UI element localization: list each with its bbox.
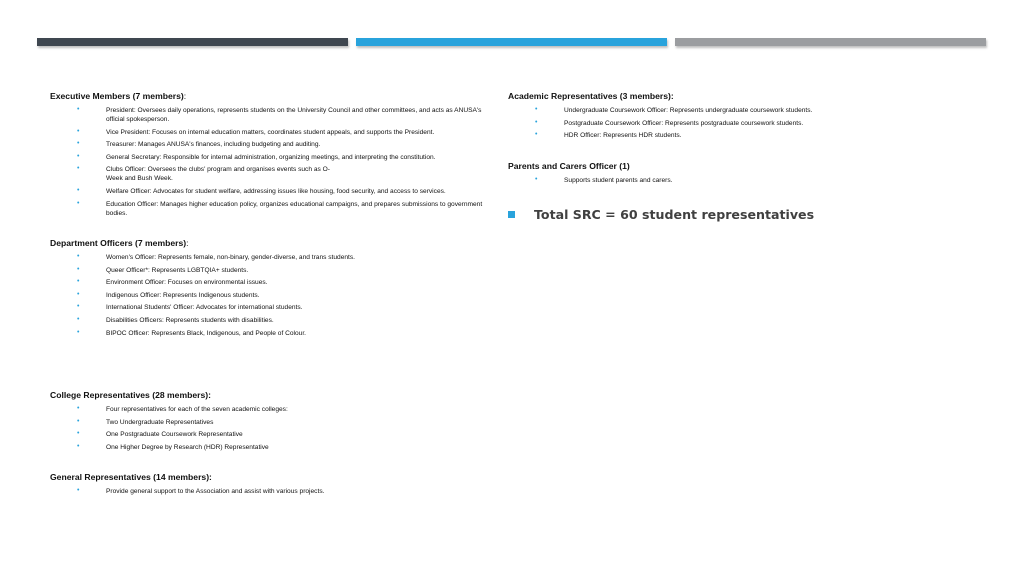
list-item [535, 118, 978, 128]
bullet-icon: • [535, 118, 538, 126]
academic-list [535, 106, 978, 140]
list-item-text: Vice President: Focuses on internal education matters, coordinates student appeals, and supports the President. [106, 128, 435, 136]
total-line [508, 207, 814, 222]
list-item-text: Welfare Officer: Advocates for student welfare, addressing issues like housing, food security, and access to services. [106, 187, 446, 195]
bullet-icon: • [77, 127, 80, 135]
list-item-text: Clubs Officer: Oversees the clubs' program and organises events such as O-Week and Bush Week. [106, 166, 330, 183]
bullet-icon: • [77, 405, 80, 412]
parents-heading: Parents and Carers Officer (1) [508, 161, 630, 171]
parents-list [535, 176, 978, 185]
bullet-icon: • [77, 290, 80, 298]
list-item-text: Education Officer: Manages higher education policy, organizes educational campaigns, and prepares submissions to government bodies. [106, 200, 483, 217]
list-item-text: One Postgraduate Coursework Representative [106, 431, 243, 439]
list-item-text: HDR Officer: Represents HDR students. [564, 132, 682, 140]
list-item [77, 265, 495, 275]
bullet-icon: • [535, 176, 538, 183]
list-item-text: Four representatives for each of the seven academic colleges: [106, 406, 288, 413]
parents-section [508, 161, 978, 189]
list-item-text: International Students' Officer: Advocates for international students. [106, 304, 303, 312]
list-item-text: Supports student parents and carers. [564, 177, 673, 184]
list-item-text: Disabilities Officers: Represents students with disabilities. [106, 316, 274, 324]
list-item [535, 131, 978, 140]
department-heading [50, 238, 495, 248]
department-section [50, 238, 495, 341]
total-text: Total SRC = 60 student representatives [534, 207, 815, 222]
bullet-icon: • [77, 165, 80, 173]
header-bar-gray [675, 38, 986, 46]
bullet-icon: • [535, 131, 538, 139]
list-item [77, 417, 495, 427]
header-bar-dark [37, 38, 348, 46]
list-item [77, 290, 495, 300]
list-item-text: Provide general support to the Association and assist with various projects. [106, 488, 325, 495]
bullet-icon: • [77, 442, 80, 450]
department-heading-colon: : [186, 238, 189, 248]
list-item [77, 140, 495, 149]
bullet-icon: • [77, 328, 80, 336]
bullet-icon: • [77, 417, 80, 425]
college-heading: College Representatives (28 members): [50, 390, 211, 400]
general-list [77, 487, 495, 496]
list-item [77, 199, 495, 218]
list-item-text: Treasurer: Manages ANUSA's finances, including budgeting and auditing. [106, 141, 321, 149]
list-item-text: Indigenous Officer: Represents Indigenous students. [106, 291, 260, 299]
bullet-icon: • [77, 487, 80, 494]
list-item-text: Environment Officer: Focuses on environmental issues. [106, 279, 268, 287]
executive-heading-text: Executive Members (7 members) [50, 91, 184, 101]
bullet-icon: • [535, 106, 538, 113]
department-heading-text: Department Officers (7 members) [50, 238, 187, 248]
executive-section [50, 91, 495, 221]
list-item [77, 152, 495, 162]
bullet-icon: • [77, 253, 80, 260]
bullet-icon: • [77, 199, 80, 207]
list-item [77, 186, 495, 196]
bullet-icon: • [77, 152, 80, 160]
academic-heading: Academic Representatives (3 members): [508, 91, 674, 101]
list-item-text: President: Oversees daily operations, represents students on the University Council and other committees, and acts as ANUSA's official spokesperson. [106, 107, 482, 123]
square-bullet-icon [508, 211, 515, 218]
list-item [77, 442, 495, 452]
executive-heading [50, 91, 495, 101]
list-item [77, 328, 495, 338]
header-bar-blue [356, 38, 667, 46]
list-item [535, 176, 978, 185]
list-item [77, 315, 495, 325]
list-item-text: General Secretary: Responsible for internal administration, organizing meetings, and interpreting the constitution. [106, 153, 436, 161]
general-section [50, 472, 495, 500]
college-section [50, 390, 495, 455]
list-item-text: BIPOC Officer: Represents Black, Indigenous, and People of Colour. [106, 329, 306, 337]
executive-list [77, 106, 495, 218]
list-item [77, 303, 495, 312]
list-item [77, 127, 495, 137]
list-item [77, 253, 495, 262]
bullet-icon: • [77, 106, 80, 113]
list-item-text: Two Undergraduate Representatives [106, 418, 214, 426]
list-item [77, 487, 495, 496]
list-item [77, 278, 495, 287]
list-item [77, 405, 495, 414]
academic-section [508, 91, 978, 144]
bullet-icon: • [77, 265, 80, 273]
bullet-icon: • [77, 278, 80, 286]
list-item-text: Women's Officer: Represents female, non-binary, gender-diverse, and trans students. [106, 254, 356, 261]
list-item [535, 106, 978, 115]
list-item [77, 106, 495, 124]
list-item-text: Queer Officer*: Represents LGBTQIA+ students. [106, 266, 249, 274]
list-item-text: Postgraduate Coursework Officer: Represents postgraduate coursework students. [564, 119, 804, 127]
list-item-text: One Higher Degree by Research (HDR) Representative [106, 443, 269, 451]
bullet-icon: • [77, 140, 80, 148]
bullet-icon: • [77, 186, 80, 194]
list-item [77, 165, 331, 183]
bullet-icon: • [77, 315, 80, 323]
department-list [77, 253, 495, 338]
general-heading: General Representatives (14 members): [50, 472, 212, 482]
list-item-text: Undergraduate Coursework Officer: Represents undergraduate coursework students. [564, 107, 813, 114]
bullet-icon: • [77, 303, 80, 311]
college-list [77, 405, 495, 452]
executive-heading-colon: : [183, 91, 187, 101]
list-item [77, 430, 495, 439]
bullet-icon: • [77, 430, 80, 438]
